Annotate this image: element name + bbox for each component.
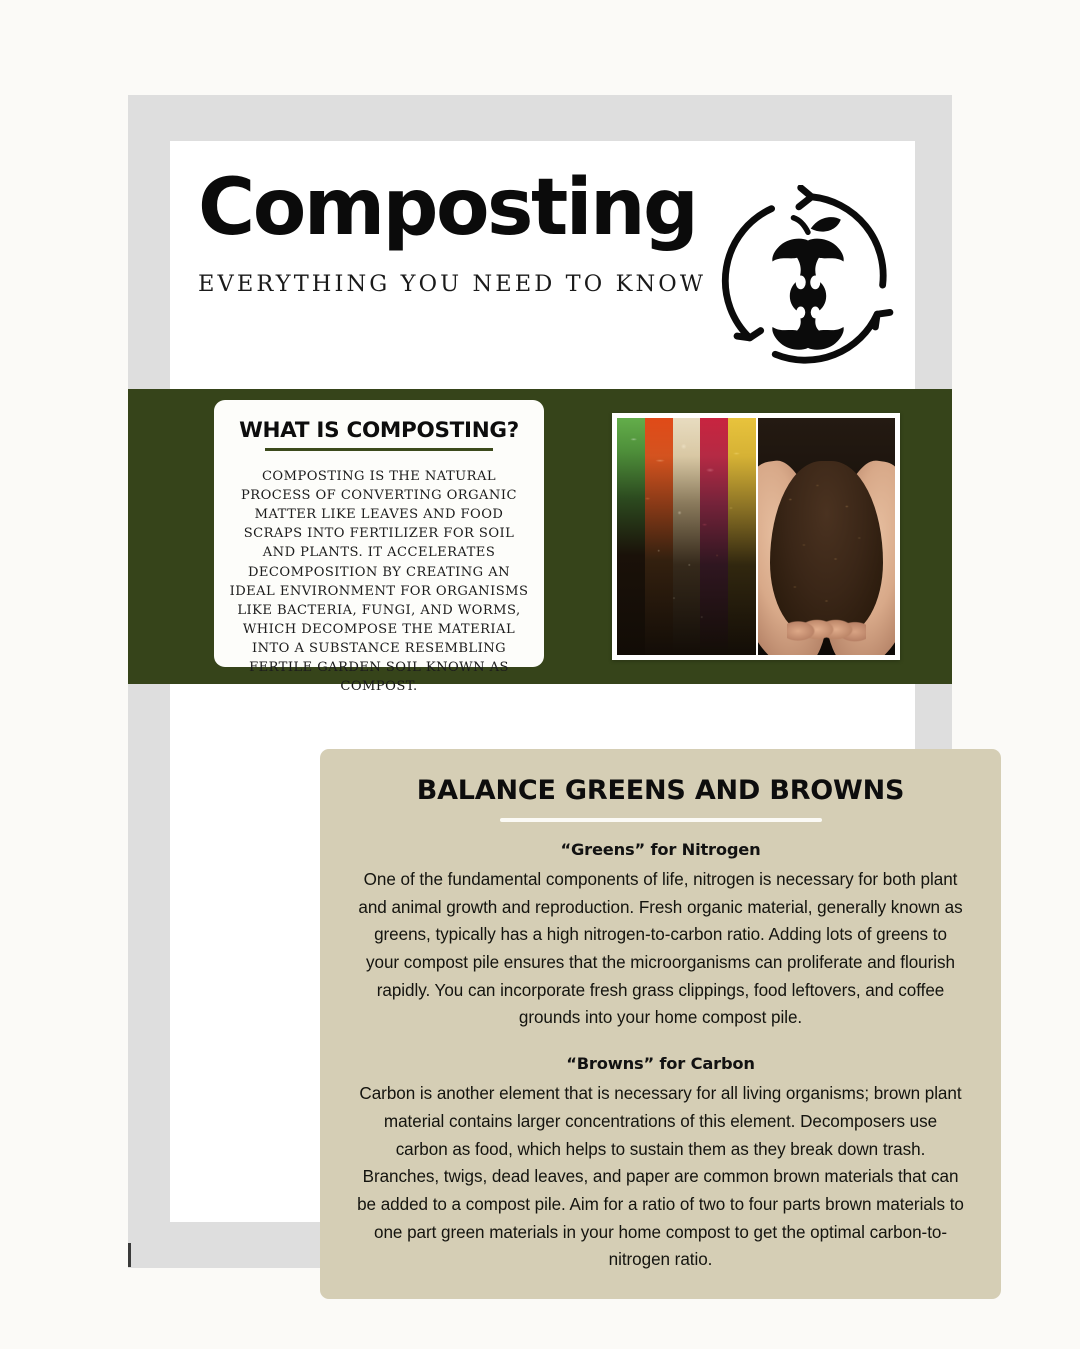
poster-page-sheet xyxy=(170,141,964,1270)
page-subtitle: EVERYTHING YOU NEED TO KNOW xyxy=(198,270,707,297)
text-cursor-caret xyxy=(128,1243,131,1267)
browns-body: Carbon is another element that is necessary for all living organisms; brown plant material contains larger concentrations of this element. Decomposers use carbon as food, which helps to sustain them as they break down trash. Branches, twigs, dead leaves, and paper are common brown materials that can be added to a compost pile. Aim for a ratio of two to four parts brown materials to one part green materials in your home compost to get the optimal carbon-to-nitrogen ratio. xyxy=(357,1084,964,1270)
balance-heading-divider xyxy=(500,818,822,822)
photo-inner xyxy=(617,418,895,655)
title-group xyxy=(198,163,707,297)
fingertips xyxy=(787,612,866,650)
browns-section xyxy=(356,1054,965,1274)
scrap-speckles xyxy=(617,418,756,655)
greens-subheading: “Greens” for Nitrogen xyxy=(560,840,761,859)
balance-greens-browns-card xyxy=(320,749,1001,1299)
balance-heading: BALANCE GREENS AND BROWNS xyxy=(416,775,905,806)
poster-outer-frame xyxy=(128,95,964,1270)
poster-header xyxy=(170,141,915,337)
compost-mound xyxy=(770,461,882,636)
hands-holding-compost-photo xyxy=(756,418,895,655)
what-is-composting-band xyxy=(128,389,952,695)
what-is-composting-body: COMPOSTING IS THE NATURAL PROCESS OF CONVERTING ORGANIC MATTER LIKE LEAVES AND FOOD SCRAPS INTO FERTILIZER FOR SOIL AND PLANTS. IT ACCELERATES DECOMPOSITION BY CREATING AN IDEAL ENVIRONMENT FOR ORGANISMS LIKE BACTERIA, FUNGI, AND WORMS, WHICH DECOMPOSE THE MATERIAL INTO A SUBSTANCE RESEMBLING FERTILE GARDEN SOIL KNOWN AS COMPOST. xyxy=(229,469,529,695)
what-is-composting-card xyxy=(214,400,544,695)
greens-section xyxy=(356,840,965,1032)
apple-core-recycle-icon xyxy=(717,185,899,367)
compost-photo-pair xyxy=(612,413,900,660)
greens-body: One of the fundamental components of life, nitrogen is necessary for both plant and animal growth and reproduction. Fresh organic material, generally known as greens, typically has a high nitrogen-to-carbon ratio. Adding lots of greens to your compost pile ensures that the microorganisms can proliferate and flourish rapidly. You can incorporate fresh grass clippings, food leftovers, and coffee grounds into your home compost pile. xyxy=(358,870,963,1028)
heading-divider xyxy=(265,448,493,451)
food-scraps-decomposing-photo xyxy=(617,418,756,655)
page-title: Composting xyxy=(198,163,697,253)
what-is-composting-heading: WHAT IS COMPOSTING? xyxy=(239,418,519,443)
browns-subheading: “Browns” for Carbon xyxy=(566,1054,755,1074)
